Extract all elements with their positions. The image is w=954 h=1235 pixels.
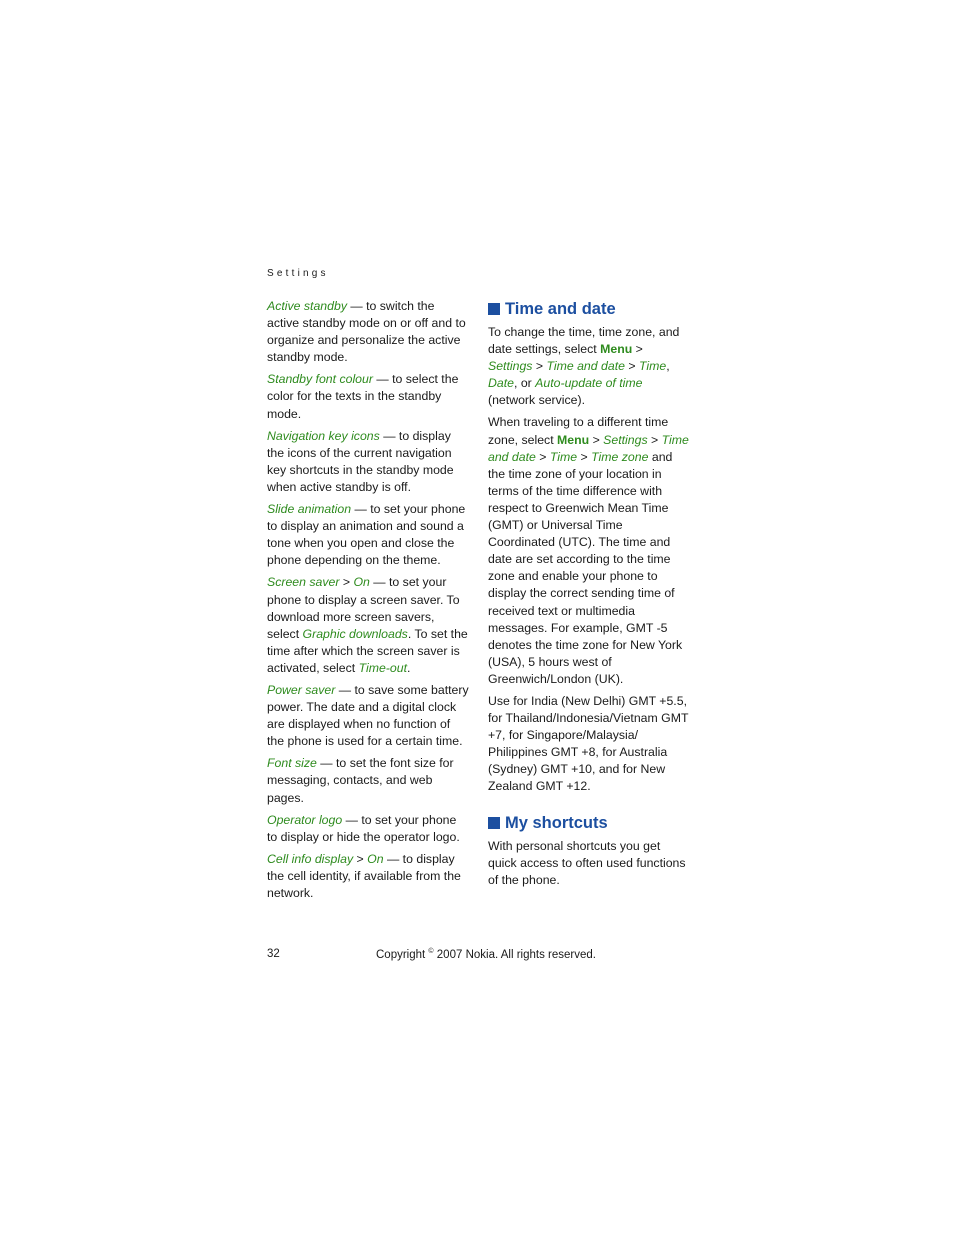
menu-term: Menu [557, 432, 590, 447]
setting-description: . [407, 660, 411, 675]
setting-description: — to set your phone to display or hide the operator logo. [267, 812, 460, 844]
path-separator: > [535, 449, 550, 464]
setting-term: Time and date [488, 432, 689, 464]
setting-term: Slide animation [267, 502, 352, 517]
setting-description: — to display the icons of the current navigation key shortcuts in the standby mode when active standby is off. [267, 428, 454, 494]
setting-description: . To set the time after which the screen saver is activated, select [267, 626, 468, 675]
heading-square-icon [488, 817, 500, 829]
copyright-symbol: © [428, 948, 434, 955]
setting-term: Auto-update of time [535, 376, 643, 391]
setting-term: Operator logo [267, 812, 343, 827]
path-separator: > [577, 449, 592, 464]
setting-description: — to set your phone to display an animation and sound a tone when you open and close the phone depending on the theme. [267, 502, 466, 568]
setting-term: Date [488, 376, 514, 391]
section-heading-time-and-date [488, 298, 690, 320]
setting-description: — to set your phone to display a screen saver. To download more screen savers, select [267, 575, 460, 641]
setting-term: Time zone [591, 449, 649, 464]
setting-term: Graphic downloads [302, 626, 408, 641]
body-text: When traveling to a different time zone, select [488, 415, 669, 447]
copyright-text: 2007 Nokia. All rights reserved. [433, 948, 596, 961]
setting-term: Standby font colour [267, 372, 373, 387]
punctuation: , [666, 359, 670, 374]
body-text: , or [513, 376, 536, 391]
setting-description: — to set the font size for messaging, contacts, and web pages. [267, 756, 454, 805]
setting-term: On [367, 851, 384, 866]
setting-term: Settings [488, 359, 533, 374]
paragraph-standby-font-colour [267, 371, 469, 422]
section-heading-my-shortcuts [488, 812, 690, 834]
paragraph-power-saver [267, 682, 469, 750]
setting-term: Time-out [358, 660, 408, 675]
path-separator: > [647, 432, 662, 447]
setting-term: Time [638, 359, 667, 374]
path-separator: > [339, 575, 354, 590]
paragraph-gmt-offsets: Use for India (New Delhi) GMT +5.5, for Thailand/Indonesia/Vietnam GMT +7, for Singapore/Malaysia/ Philippines GMT +8, for Australia (Sydney) GMT +10, and for New Zealand GMT +12. [488, 693, 689, 794]
setting-description: — to switch the active standby mode on or off and to organize and personalize the active standby mode. [267, 299, 466, 365]
paragraph-cell-info-display [267, 851, 469, 902]
heading-text: Time and date [505, 300, 616, 318]
paragraph-navigation-key-icons [267, 428, 469, 496]
path-separator: > [532, 359, 547, 374]
setting-term: Time and date [546, 359, 625, 374]
setting-description: — to display the cell identity, if available from the network. [267, 851, 461, 900]
setting-term: Settings [603, 432, 648, 447]
paragraph-shortcuts-intro: With personal shortcuts you get quick access to often used functions of the phone. [488, 838, 686, 887]
path-separator: > [353, 851, 368, 866]
menu-term: Menu [600, 342, 633, 357]
path-separator: > [632, 342, 643, 357]
paragraph-active-standby [267, 298, 469, 366]
paragraph-time-settings [488, 324, 690, 409]
setting-term: Navigation key icons [267, 428, 380, 443]
body-text: To change the time, time zone, and date settings, select [488, 325, 680, 357]
copyright-notice [376, 948, 596, 961]
page-number: 32 [267, 948, 280, 960]
body-text: and the time zone of your location in terms of the time difference with respect to Greenwich Mean Time (GMT) or Universal Time Coordinated (UTC). The time and date are set according to the time zone and enable your phone to display the correct sending time of received text or multimedia messages. For example, GMT -5 denotes the time zone for New York (USA), 5 hours west of Greenwich/London (UK). [488, 449, 683, 686]
paragraph-time-zone [488, 414, 690, 688]
setting-description: — to select the color for the texts in the standby mode. [267, 372, 459, 421]
setting-term: Screen saver [267, 575, 340, 590]
paragraph-screen-saver [267, 574, 469, 677]
setting-term: On [353, 575, 370, 590]
path-separator: > [589, 432, 604, 447]
setting-term: Font size [267, 756, 317, 771]
left-column [267, 298, 469, 907]
heading-text: My shortcuts [505, 813, 608, 832]
running-header: Settings [267, 268, 329, 279]
setting-term: Power saver [267, 682, 336, 697]
setting-term: Active standby [267, 299, 347, 313]
paragraph-font-size [267, 755, 469, 806]
heading-square-icon [488, 303, 500, 315]
right-column [488, 298, 690, 894]
paragraph-slide-animation [267, 501, 469, 569]
paragraph-operator-logo [267, 812, 469, 846]
body-text: (network service). [488, 393, 586, 408]
copyright-text: Copyright [376, 948, 429, 961]
setting-term: Cell info display [267, 851, 354, 866]
setting-description: — to save some battery power. The date and a digital clock are displayed when no function of the phone is used for a certain time. [267, 682, 469, 749]
path-separator: > [624, 359, 639, 374]
setting-term: Time [549, 449, 578, 464]
